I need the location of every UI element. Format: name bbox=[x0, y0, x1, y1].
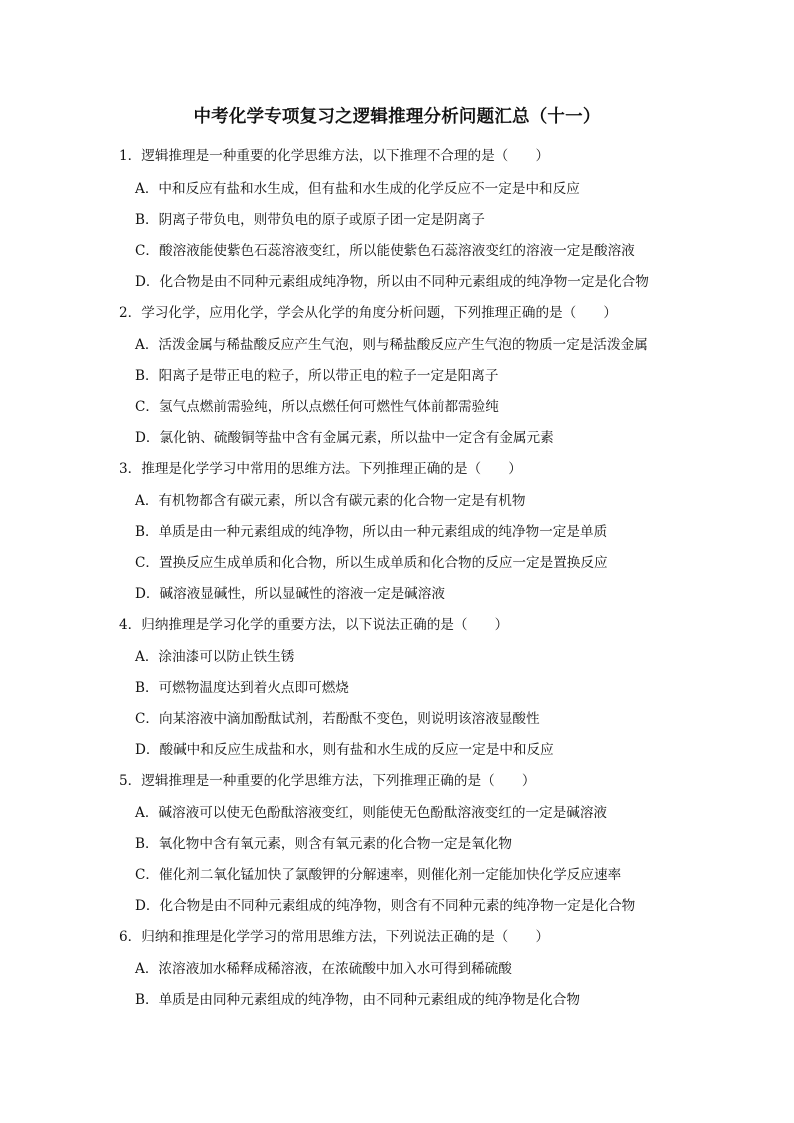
question-2-option-d: D．氯化钠、硫酸铜等盐中含有金属元素，所以盐中一定含有金属元素 bbox=[135, 430, 554, 446]
question-2-option-c: C．氢气点燃前需验纯，所以点燃任何可燃性气体前都需验纯 bbox=[135, 399, 499, 415]
question-1-option-a: A．中和反应有盐和水生成，但有盐和水生成的化学反应不一定是中和反应 bbox=[135, 181, 580, 197]
question-4-option-c: C．向某溶液中滴加酚酞试剂，若酚酞不变色，则说明该溶液显酸性 bbox=[135, 711, 540, 727]
question-2-option-b: B．阳离子是带正电的粒子，所以带正电的粒子一定是阳离子 bbox=[135, 368, 499, 384]
question-2-option-a: A．活泼金属与稀盐酸反应产生气泡，则与稀盐酸反应产生气泡的物质一定是活泼金属 bbox=[135, 337, 648, 353]
question-6-option-b: B．单质是由同种元素组成的纯净物，由不同种元素组成的纯净物是化合物 bbox=[135, 992, 580, 1008]
question-5-option-c: C．催化剂二氧化锰加快了氯酸钾的分解速率，则催化剂一定能加快化学反应速率 bbox=[135, 867, 622, 883]
question-3-option-a: A．有机物都含有碳元素，所以含有碳元素的化合物一定是有机物 bbox=[135, 493, 526, 509]
question-4-option-b: B．可燃物温度达到着火点即可燃烧 bbox=[135, 680, 349, 696]
question-3-option-d: D．碱溶液显碱性，所以显碱性的溶液一定是碱溶液 bbox=[135, 586, 445, 602]
question-3-option-c: C．置换反应生成单质和化合物，所以生成单质和化合物的反应一定是置换反应 bbox=[135, 555, 608, 571]
question-1-stem: 1．逻辑推理是一种重要的化学思维方法，以下推理不合理的是（ ） bbox=[119, 148, 550, 164]
question-3-stem: 3．推理是化学学习中常用的思维方法。下列推理正确的是（ ） bbox=[119, 461, 522, 477]
question-4-option-d: D．酸碱中和反应生成盐和水，则有盐和水生成的反应一定是中和反应 bbox=[135, 742, 554, 758]
question-6-stem: 6．归纳和推理是化学学习的常用思维方法，下列说法正确的是（ ） bbox=[119, 929, 550, 945]
question-1-option-c: C．酸溶液能使紫色石蕊溶液变红，所以能使紫色石蕊溶液变红的溶液一定是酸溶液 bbox=[135, 243, 635, 259]
question-5-option-b: B．氧化物中含有氧元素，则含有氧元素的化合物一定是氧化物 bbox=[135, 836, 513, 852]
question-1-option-b: B．阴离子带负电，则带负电的原子或原子团一定是阴离子 bbox=[135, 212, 485, 228]
question-6-option-a: A．浓溶液加水稀释成稀溶液，在浓硫酸中加入水可得到稀硫酸 bbox=[135, 961, 512, 977]
question-5-option-d: D．化合物是由不同种元素组成的纯净物，则含有不同种元素的纯净物一定是化合物 bbox=[135, 898, 636, 914]
question-5-stem: 5．逻辑推理是一种重要的化学思维方法，下列推理正确的是（ ） bbox=[119, 773, 536, 789]
question-5-option-a: A．碱溶液可以使无色酚酞溶液变红，则能使无色酚酞溶液变红的一定是碱溶液 bbox=[135, 805, 608, 821]
question-2-stem: 2．学习化学，应用化学，学会从化学的角度分析问题，下列推理正确的是（ ） bbox=[119, 305, 618, 321]
question-4-stem: 4．归纳推理是学习化学的重要方法，以下说法正确的是（ ） bbox=[119, 617, 509, 633]
question-1-option-d: D．化合物是由不同种元素组成纯净物，所以由不同种元素组成的纯净物一定是化合物 bbox=[135, 274, 649, 290]
page-title: 中考化学专项复习之逻辑推理分析问题汇总（十一） bbox=[193, 107, 601, 127]
question-3-option-b: B．单质是由一种元素组成的纯净物，所以由一种元素组成的纯净物一定是单质 bbox=[135, 524, 608, 540]
question-4-option-a: A．涂油漆可以防止铁生锈 bbox=[135, 649, 295, 665]
